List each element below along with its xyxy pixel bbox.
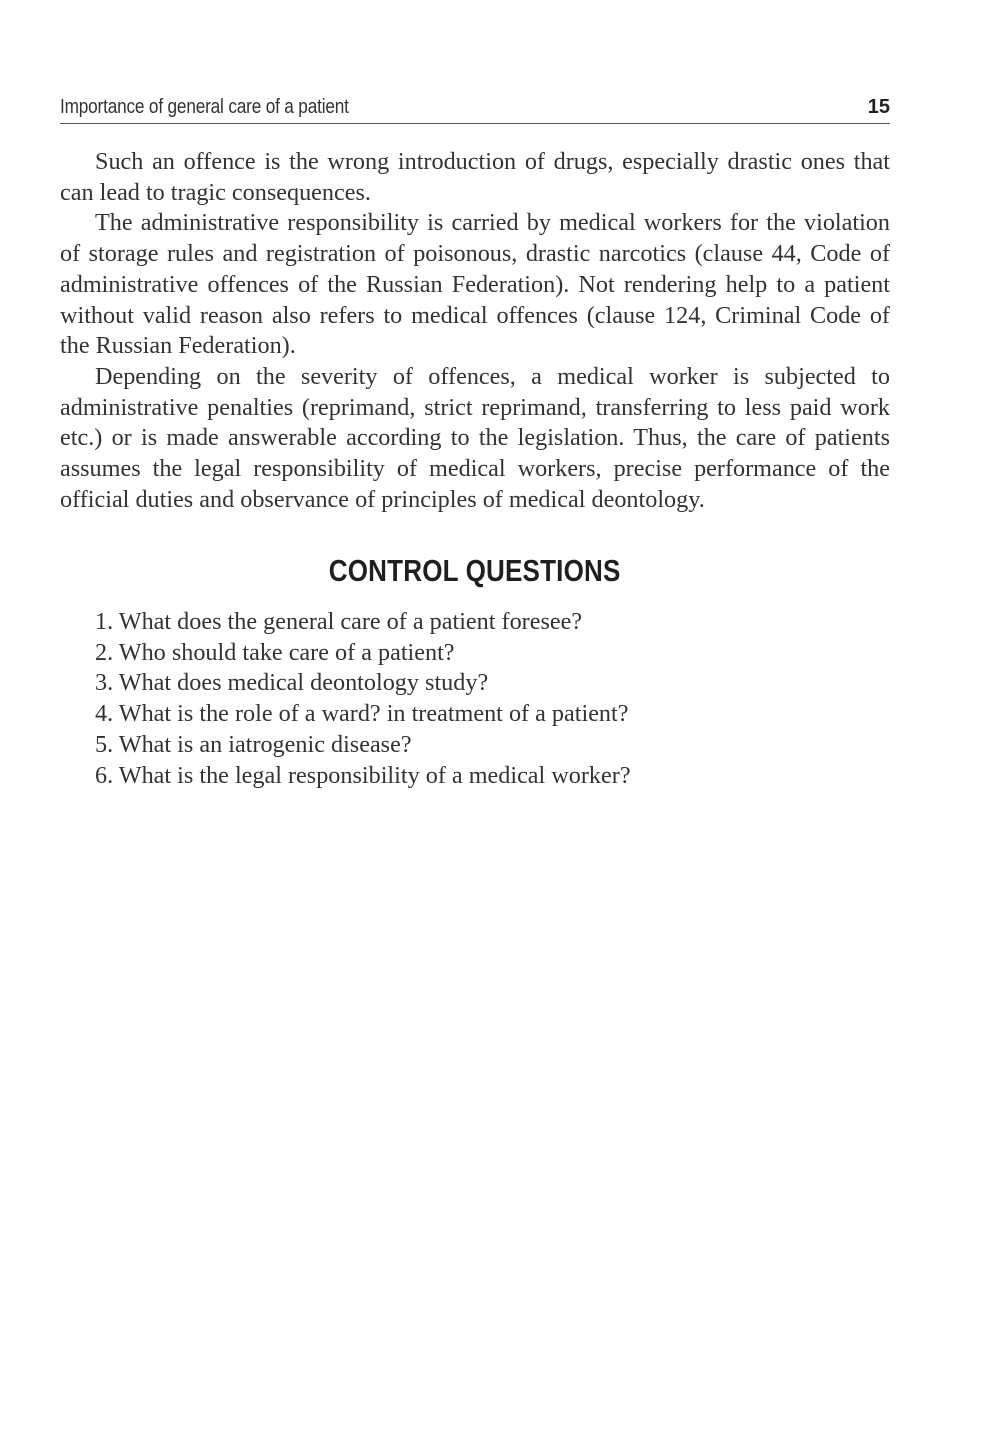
question-item: 4. What is the role of a ward? in treatment of a patient?: [95, 700, 629, 728]
question-item: 3. What does medical deontology study?: [95, 669, 489, 697]
running-title: Importance of general care of a patient: [60, 96, 349, 118]
control-questions-list: [95, 607, 875, 791]
running-header: [60, 92, 890, 124]
question-item: 1. What does the general care of a patient foresee?: [95, 608, 583, 635]
body-text: [60, 147, 890, 515]
question-item: 5. What is an iatrogenic disease?: [95, 730, 412, 758]
book-page: [60, 0, 890, 1455]
paragraph: The administrative responsibility is carried by medical workers for the violation of storage rules and registration of poisonous, drastic narcotics (clause 44, Code of administrative offences of the Russian Federation). Not rendering help to a patient without valid reason also refers to medical offences (clause 124, Criminal Code of the Russian Federation).: [60, 209, 890, 360]
question-item: 6. What is the legal responsibility of a medical worker?: [95, 761, 631, 789]
paragraph: Depending on the severity of offences, a medical worker is subjected to administrative penalties (reprimand, strict reprimand, transferring to less paid work etc.) or is made answerable according to the legislation. Thus, the care of patients assumes the legal responsibility of medical workers, precise performance of the official duties and observance of principles of medical deontology.: [60, 362, 890, 513]
page-number: 15: [867, 96, 890, 118]
section-heading: [60, 553, 890, 589]
section-heading-text: CONTROL QUESTIONS: [329, 553, 621, 588]
paragraph: Such an offence is the wrong introduction of drugs, especially drastic ones that can lead to tragic consequences.: [60, 148, 890, 206]
question-item: 2. Who should take care of a patient?: [95, 638, 455, 666]
